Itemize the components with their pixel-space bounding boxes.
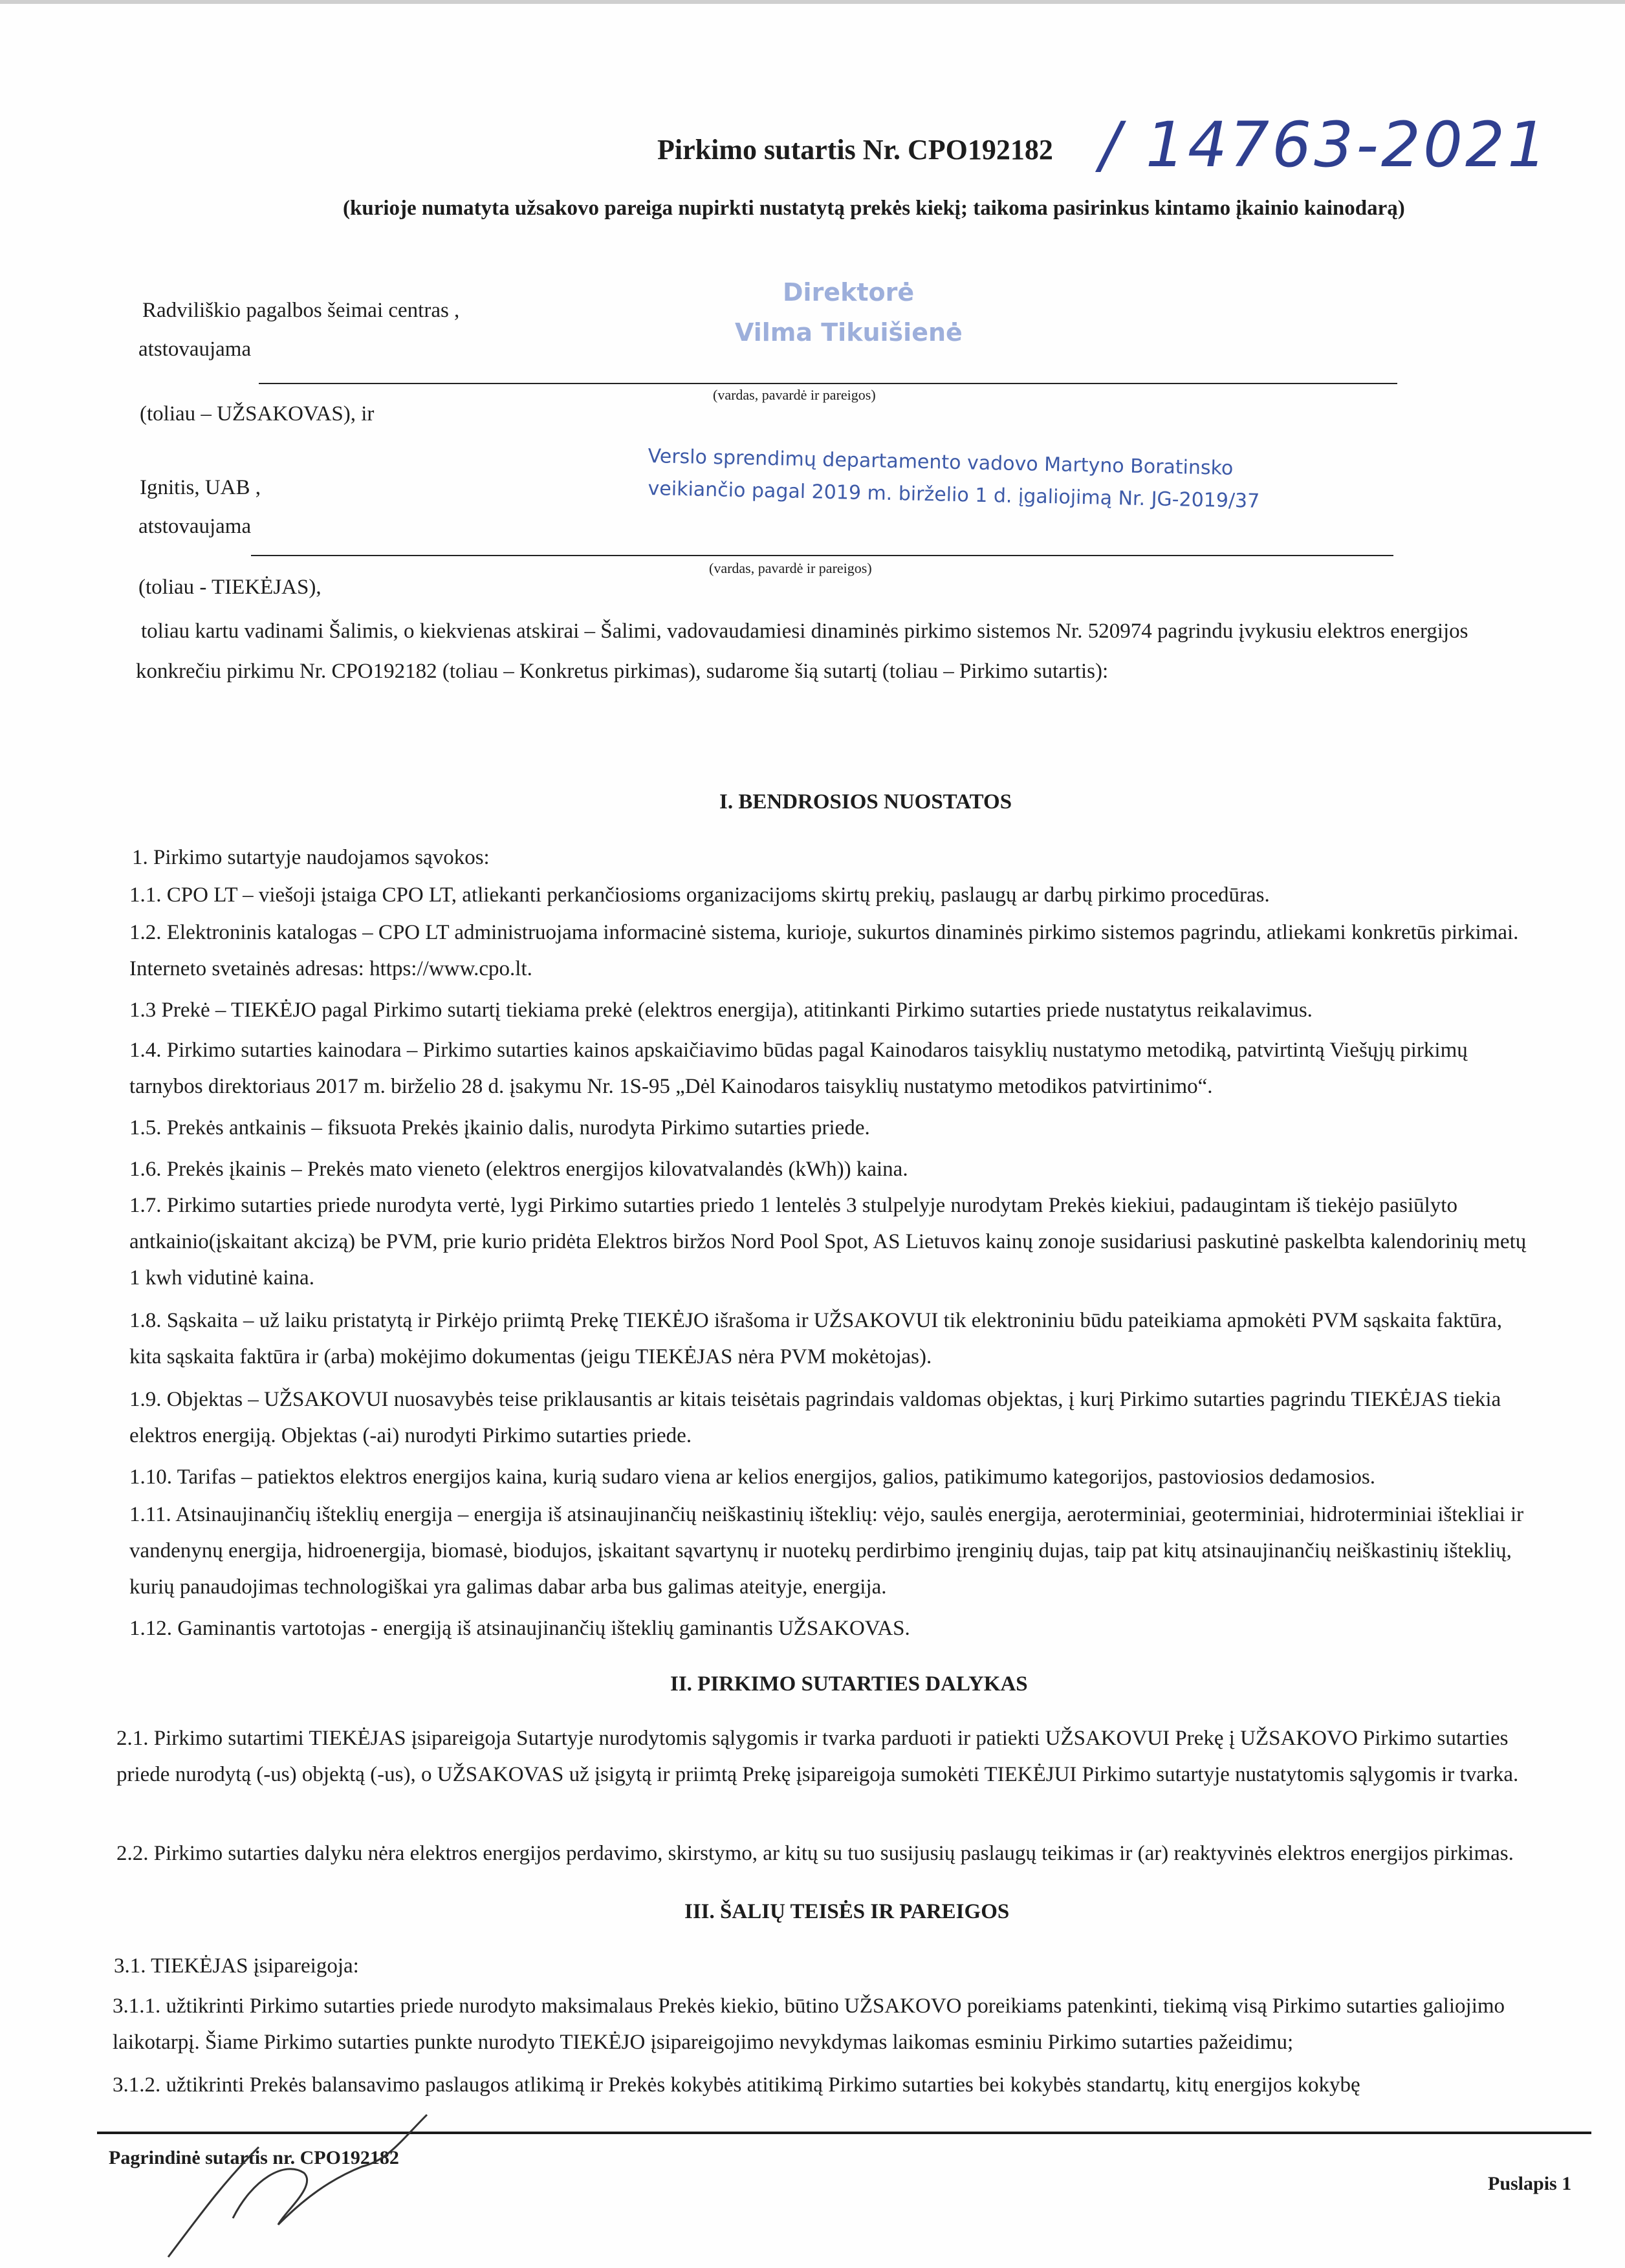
scan-top-edge: [0, 0, 1625, 4]
clause-2-2: 2.2. Pirkimo sutarties dalyku nėra elektros energijos perdavimo, skirstymo, ar kitų su tuo susijusių paslaugų teikimas ir (ar) reaktyvinės elektros energijos pirkimas.: [116, 1842, 1514, 1865]
supplier-stamp-line-1: Verslo sprendimų departamento vadovo Martyno Boratinsko: [648, 445, 1234, 480]
buyer-rep-caption: (vardas, pavardė ir pareigos): [713, 387, 876, 403]
buyer-name: Radviliškio pagalbos šeimai centras ,: [142, 299, 460, 322]
clause-1-5: 1.5. Prekės antkainis – fiksuota Prekės įkainio dalis, nurodyta Pirkimo sutarties priede.: [129, 1116, 870, 1139]
clause-1-1: 1.1. CPO LT – viešoji įstaiga CPO LT, atliekanti perkančiosioms organizacijoms skirtų prekių, paslaugų ar darbų pirkimo procedūras.: [129, 883, 1270, 907]
footer-page-number: Puslapis 1: [1488, 2173, 1572, 2194]
buyer-rep-label: atstovaujama: [138, 338, 252, 361]
handwritten-registration-number: / 14763-2021: [1100, 109, 1550, 181]
clause-1-4: 1.4. Pirkimo sutarties kainodara – Pirkimo sutarties kainos apskaičiavimo būdas pagal Kainodaros taisyklių nustatymo metodiką, patvirtintą Viešųjų pirkimų tarnybos direktoriaus 2017 m. birželio 28 d. įsakymu Nr. 1S-95 „Dėl Kainodaros taisyklių nustatymo metodikos patvirtinimo“.: [129, 1039, 1468, 1098]
clause-2-1: 2.1. Pirkimo sutartimi TIEKĖJAS įsipareigoja Sutartyje nurodytomis sąlygomis ir tvarka parduoti ir patiekti UŽSAKOVUI Prekę į UŽSAKOVO Pirkimo sutarties priede nurodytą (-us) objektą (-us), o UŽSAKOVAS už įsigytą ir priimtą Prekę įsipareigoja sumokėti TIEKĖJUI Pirkimo sutartyje nustatytomis sąlygomis ir tvarka.: [116, 1727, 1519, 1786]
clause-1-3: 1.3 Prekė – TIEKĖJO pagal Pirkimo sutartį tiekiama prekė (elektros energija), atitinkanti Pirkimo sutarties priede nustatytus reikalavimus.: [129, 999, 1313, 1022]
footer-contract-ref: Pagrindinė sutartis nr. CPO192182: [109, 2147, 399, 2168]
intro-line-1: toliau kartu vadinami Šalimis, o kiekvienas atskirai – Šalimi, vadovaudamiesi dinaminės pirkimo sistemos Nr. 520974 pagrindu įvykusiu elektros energijos: [141, 620, 1468, 643]
clause-3-1: 3.1. TIEKĖJAS įsipareigoja:: [114, 1954, 359, 1978]
supplier-hereinafter: (toliau - TIEKĖJAS),: [138, 576, 322, 599]
document-title: Pirkimo sutartis Nr. CPO192182: [657, 134, 1053, 166]
supplier-rep-caption: (vardas, pavardė ir pareigos): [709, 560, 872, 576]
intro-line-2: konkrečiu pirkimu Nr. CPO192182 (toliau – Konkretus pirkimas), sudarome šią sutartį (toliau – Pirkimo sutartis):: [136, 660, 1109, 683]
supplier-rep-label: atstovaujama: [138, 515, 252, 538]
supplier-name: Ignitis, UAB ,: [140, 476, 261, 499]
buyer-rep-underline: [259, 383, 1397, 384]
clause-1-7: 1.7. Pirkimo sutarties priede nurodyta vertė, lygi Pirkimo sutarties priedo 1 lentelės 3 stulpelyje nurodytam Prekės kiekiui, padaugintam iš tiekėjo pasiūlyto antkainio(įskaitant akcizą) be PVM, prie kurio pridėta Elektros biržos Nord Pool Spot, AS Lietuvos kainų zonoje susidariusi paskutinė paskelbta kalendorinių metų 1 kwh vidutinė kaina.: [129, 1194, 1527, 1290]
clause-1-10: 1.10. Tarifas – patiektos elektros energijos kaina, kurią sudaro viena ar kelios energijos, galios, patikimumo kategorijos, pastoviosios dedamosios.: [129, 1465, 1375, 1489]
clause-3-1-2: 3.1.2. užtikrinti Prekės balansavimo paslaugos atlikimą ir Prekės kokybės atitikimą Pirkimo sutarties bei kokybės standartų, kitų energijos kokybę: [113, 2073, 1360, 2097]
supplier-rep-underline: [251, 555, 1393, 556]
section-2-heading: II. PIRKIMO SUTARTIES DALYKAS: [670, 1672, 1028, 1696]
clause-1-12: 1.12. Gaminantis vartotojas - energiją iš atsinaujinančių išteklių gaminantis UŽSAKOVAS.: [129, 1617, 910, 1640]
supplier-stamp-line-2: veikiančio pagal 2019 m. birželio 1 d. įgaliojimą Nr. JG-2019/37: [648, 477, 1260, 513]
clause-3-1-1: 3.1.1. užtikrinti Pirkimo sutarties priede nurodyto maksimalaus Prekės kiekio, būtino UŽSAKOVO poreikiams patenkinti, tiekimą visą Pirkimo sutarties galiojimo laikotarpį. Šiame Pirkimo sutarties punkte nurodyto TIEKĖJO įsipareigojimo nevykdymas laikomas esminiu Pirkimo sutarties pažeidimu;: [113, 1994, 1505, 2054]
clause-1-11: 1.11. Atsinaujinančių išteklių energija – energija iš atsinaujinančių neiškastinių išteklių: vėjo, saulės energija, aeroterminiai, geoterminiai, hidroterminiai ištekliai ir vandenynų energija, hidroenergija, biomasė, biodujos, įskaitant sąvartynų ir nuotekų perdirbimo įrenginių dujas, taip pat kitų atsinaujinančių neiškastinių išteklių, kurių panaudojimas technologiškai yra galimas dabar arba bus galimas ateityje, energija.: [129, 1503, 1524, 1599]
buyer-stamp-name: Vilma Tikuišienė: [735, 318, 963, 347]
clause-1: 1. Pirkimo sutartyje naudojamos sąvokos:: [132, 846, 490, 869]
signature-scribble: [155, 2102, 492, 2263]
buyer-hereinafter: (toliau – UŽSAKOVAS), ir: [140, 402, 375, 426]
clause-1-2: 1.2. Elektroninis katalogas – CPO LT administruojama informacinė sistema, kurioje, sukurtos dinaminės pirkimo sistemos pagrindu, atliekami konkretūs pirkimai. Interneto svetainės adresas: https://www.cpo.lt.: [129, 921, 1519, 980]
buyer-stamp-title: Direktorė: [783, 278, 915, 307]
section-3-heading: III. ŠALIŲ TEISĖS IR PAREIGOS: [684, 1900, 1010, 1923]
clause-1-8: 1.8. Sąskaita – už laiku pristatytą ir Pirkėjo priimtą Prekę TIEKĖJO išrašoma ir UŽSAKOVUI tik elektroniniu būdu pateikiama apmokėti PVM sąskaita faktūra, kita sąskaita faktūra ir (arba) mokėjimo dokumentas (jeigu TIEKĖJAS nėra PVM mokėtojas).: [129, 1309, 1502, 1368]
clause-1-6: 1.6. Prekės įkainis – Prekės mato vieneto (elektros energijos kilovatvalandės (kWh)) kaina.: [129, 1158, 908, 1181]
document-subtitle: (kurioje numatyta užsakovo pareiga nupirkti nustatytą prekės kiekį; taikoma pasirinkus kintamo įkainio kainodarą): [343, 197, 1405, 220]
clause-1-9: 1.9. Objektas – UŽSAKOVUI nuosavybės teise priklausantis ar kitais teisėtais pagrindais valdomas objektas, į kurį Pirkimo sutarties pagrindu TIEKĖJAS tiekia elektros energiją. Objektas (-ai) nurodyti Pirkimo sutarties priede.: [129, 1388, 1501, 1447]
section-1-heading: I. BENDROSIOS NUOSTATOS: [719, 790, 1012, 814]
